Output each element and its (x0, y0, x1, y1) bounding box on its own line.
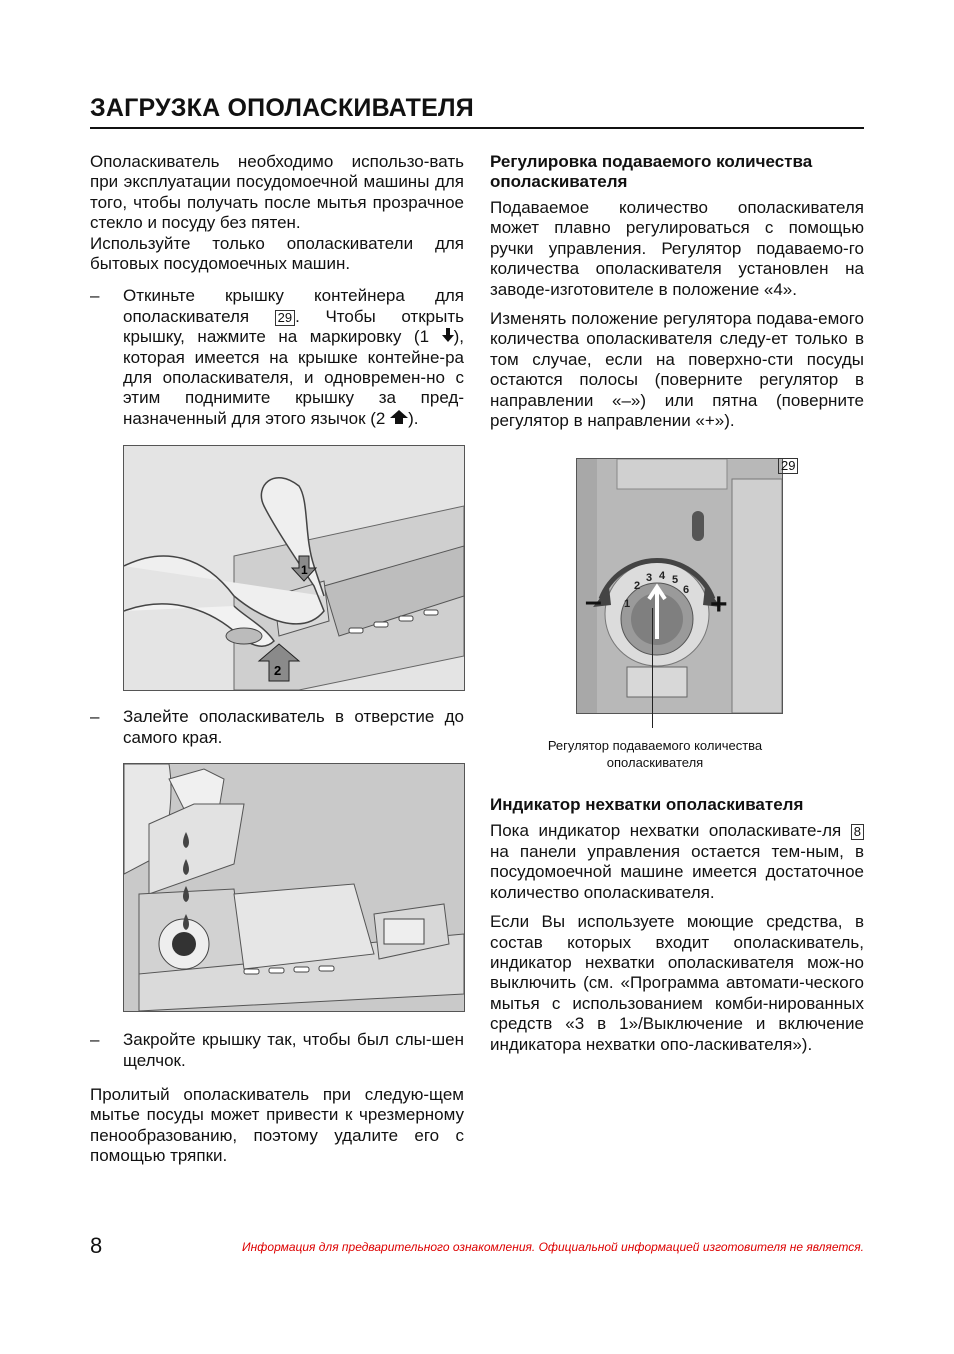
dosage-paragraph-2: Изменять положение регулятора подава-емого количества ополаскивателя следу-ет только в том случае, если на поверхно-сти посуды остаются полосы (поверните регулятор в направлении «–») или пятна (поверните регулятор в направлении «+»). (490, 309, 864, 431)
dial-figure-wrapper (490, 458, 864, 773)
fig-label-2: 2 (274, 663, 282, 679)
minus-sign: – (585, 585, 602, 619)
section-heading-indicator: Индикатор нехватки ополаскивателя (490, 795, 804, 815)
open-lid-illustration (124, 446, 464, 690)
fig-label-1: 1 (301, 563, 308, 578)
dial-number-4: 4 (659, 570, 666, 583)
step3-text: Закройте крышку так, чтобы был слы-шен щелчок. (123, 1030, 464, 1070)
para3-text-a: Пока индикатор нехватки ополаскивате-ля (490, 821, 842, 841)
figure-dosage-dial (576, 458, 783, 714)
dosage-dial-illustration (577, 459, 782, 713)
plus-sign: + (710, 588, 728, 622)
figure-fill-rinse-aid (123, 763, 465, 1012)
fill-illustration (124, 764, 464, 1011)
arrow-up-icon (390, 409, 408, 428)
dial-number-2: 2 (634, 580, 641, 593)
warning-paragraph: Пролитый ополаскиватель при следую-щем мытье посуды может привести к чрезмерному пенообразованию, поэтому удалите его с помощью тряпки. (90, 1084, 464, 1166)
dial-number-5: 5 (672, 574, 679, 587)
step1-text-c: ), которая имеется на крышке контейне-ра для ополаскивателя, и одновремен-но с этим поднимите крышку за пред-назначенный для этого язычок (2 (123, 327, 464, 428)
step1-text-a: Откиньте крышку контейнера для ополаскивателя (123, 286, 464, 326)
figure-open-lid (123, 445, 465, 691)
step1-text-b: . Чтобы открыть крышку, нажмите на маркировку (1 (123, 306, 464, 347)
list-item-fill: – Залейте ополаскиватель в отверстие до самого края. (90, 707, 464, 747)
ref-box-29-dial: 29 (778, 458, 798, 474)
figure-caption: Регулятор подаваемого количества ополаскивателя (547, 738, 763, 771)
list-item-close: – Закройте крышку так, чтобы был слы-шен щелчок. (90, 1030, 464, 1070)
step1-text-d: ). (408, 408, 419, 428)
dial-number-6: 6 (683, 584, 690, 597)
intro-paragraph-2: Используйте только ополаскиватели для бытовых посудомоечных машин. (90, 233, 464, 274)
section-heading-dosage: Регулировка подаваемого количества ополаскивателя (490, 152, 813, 191)
dosage-paragraph-1: Подаваемое количество ополаскивателя может плавно регулироваться с помощью ручки управления. Регулятор подаваемо-го количества ополаскивателя установлен на заводе-изготовителе в положение «4». (490, 198, 864, 299)
page-title: ЗАГРУЗКА ОПОЛАСКИВАТЕЛЯ (90, 94, 864, 129)
caption-leader-line (652, 608, 653, 728)
intro-paragraph: Ополаскиватель необходимо использо-вать при эксплуатации посудомоечной машины для того, чтобы получать после мытья прозрачное стекло и посуду без пятен. (90, 152, 464, 233)
right-column (490, 152, 864, 1055)
ref-box-8: 8 (851, 824, 864, 840)
dial-number-3: 3 (646, 572, 653, 585)
step2-text: Залейте ополаскиватель в отверстие до самого края. (123, 707, 464, 747)
dial-number-1: 1 (624, 598, 631, 611)
footer-disclaimer: Информация для предварительного ознакомления. Официальной информацией изготовителя не является. (242, 1240, 864, 1254)
list-item-open-lid: – Откиньте крышку контейнера для ополаскивателя 29 . Чтобы открыть крышку, нажмите на маркировку (1 ), которая имеется на крышке контейне-ра для ополаскивателя, и одновремен-но с этим поднимите крышку за пред-назначенный для этого язычок (2 ). (90, 286, 464, 428)
ref-box-29: 29 (275, 310, 295, 326)
left-column (90, 152, 464, 1167)
arrow-down-icon (442, 327, 454, 346)
para3-text-b: на панели управления остается тем-ным, в посудомоечной машине имеется достаточное количество ополаскивателя. (490, 841, 864, 902)
page-number: 8 (90, 1233, 103, 1258)
indicator-paragraph-1 (490, 821, 864, 903)
indicator-paragraph-2: Если Вы используете моющие средства, в состав которых входит ополаскиватель, индикатор нехватки ополаскивателя мож-но выключить (см. «Программа автомати-ческого мытья с использованием комби-нированных средств «3 в 1»/Выключение и включение индикатора нехватки опо-ласкивателя»). (490, 912, 864, 1054)
